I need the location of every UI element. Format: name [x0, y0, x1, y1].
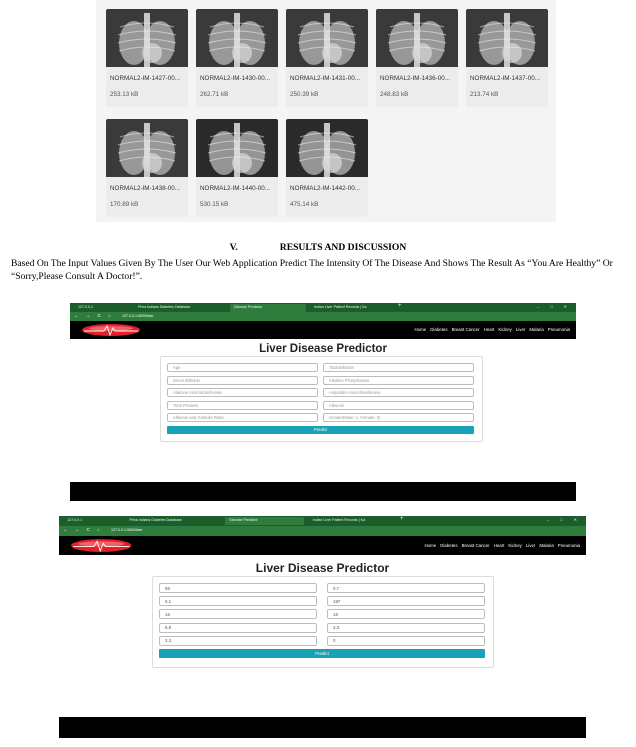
- site-footer: [59, 717, 586, 738]
- nav-link-diabetes[interactable]: Diabetes: [440, 543, 458, 548]
- nav-link-liver[interactable]: Liver: [525, 543, 536, 548]
- form-input[interactable]: Direct Bilirubin: [167, 376, 318, 385]
- browser-tab[interactable]: Indian Liver Patient Records | Ka: [312, 518, 366, 522]
- site-footer: [70, 482, 576, 501]
- thumbnail-card[interactable]: [196, 119, 278, 217]
- nav-link-malaria[interactable]: Malaria: [529, 327, 544, 332]
- browser-tab[interactable]: 127.0.0.1: [67, 518, 83, 522]
- xray-image: [106, 119, 188, 177]
- page-title: Liver Disease Predictor: [255, 561, 390, 575]
- nav-link-home[interactable]: Home: [424, 543, 437, 548]
- form-input-filled[interactable]: 0: [327, 636, 485, 646]
- predict-button[interactable]: Predict: [159, 649, 485, 658]
- xray-image: [286, 119, 368, 177]
- xray-image: [106, 9, 188, 67]
- browser-tab[interactable]: 127.0.0.1: [78, 305, 93, 309]
- form-input-filled[interactable]: 6.8: [159, 623, 317, 633]
- thumbnail-card[interactable]: [466, 9, 548, 107]
- xray-image: [196, 9, 278, 67]
- browser-url-bar: [59, 526, 586, 536]
- browser-tab[interactable]: Indian Liver Patient Records | Ka: [314, 305, 367, 309]
- image-grid: [96, 0, 556, 222]
- screenshot-filled-form: [59, 516, 586, 738]
- form-input-filled[interactable]: 3.3: [159, 636, 317, 646]
- form-input[interactable]: Albumin and Globulin Ratio: [167, 413, 318, 422]
- thumbnail-filename: NORMAL2-IM-1427-00...: [110, 75, 180, 82]
- address-bar[interactable]: 127.0.0.1:5000/liver: [122, 314, 154, 318]
- browser-tab-bar: [70, 303, 576, 312]
- thumbnail-filename: NORMAL2-IM-1437-00...: [470, 75, 540, 82]
- thumbnail-filesize: 248.83 kB: [380, 91, 409, 98]
- thumbnail-filename: NORMAL2-IM-1438-00...: [110, 185, 180, 192]
- predictor-form-card: [152, 576, 494, 668]
- xray-image: [286, 9, 368, 67]
- section-title: RESULTS AND DISCUSSION: [279, 242, 407, 253]
- thumbnail-filename: NORMAL2-IM-1442-00...: [290, 185, 360, 192]
- form-input-filled[interactable]: 187: [327, 596, 485, 606]
- thumbnail-filename: NORMAL2-IM-1430-00...: [200, 75, 270, 82]
- site-navbar: [59, 536, 586, 555]
- predictor-form-card: [160, 356, 483, 442]
- thumbnail-filesize: 250.39 kB: [290, 91, 319, 98]
- browser-tab-bar: [59, 516, 586, 526]
- form-input[interactable]: Alkaline Phosphotase: [323, 376, 474, 385]
- nav-link-home[interactable]: Home: [414, 327, 427, 332]
- xray-image: [466, 9, 548, 67]
- site-logo[interactable]: [80, 323, 142, 342]
- nav-link-pneumonia[interactable]: Pneumonia: [557, 543, 580, 548]
- site-nav-links: [415, 327, 570, 332]
- new-tab-button[interactable]: +: [399, 516, 404, 522]
- thumbnail-filesize: 475.14 kB: [290, 201, 319, 208]
- window-controls[interactable]: – □ ✕: [546, 517, 582, 522]
- thumbnail-card[interactable]: [286, 9, 368, 107]
- new-tab-button[interactable]: +: [398, 303, 402, 309]
- site-nav-links: [425, 543, 580, 548]
- browser-nav-controls[interactable]: ← → C ⌂: [63, 527, 103, 532]
- form-input[interactable]: Aspartate Aminotransferase: [323, 388, 474, 397]
- browser-tab[interactable]: Disease Predictor: [225, 517, 304, 525]
- browser-tab[interactable]: Pima Indians Diabetes Database: [129, 518, 182, 522]
- nav-link-malaria[interactable]: Malaria: [539, 543, 554, 548]
- nav-link-kidney[interactable]: Kidney: [498, 327, 512, 332]
- browser-tab[interactable]: Disease Predictor: [230, 304, 306, 312]
- browser-tab[interactable]: Pima Indians Diabetes Database: [138, 305, 191, 309]
- site-logo[interactable]: [69, 538, 133, 558]
- thumbnail-card[interactable]: [286, 119, 368, 217]
- screenshot-empty-form: [70, 303, 576, 501]
- thumbnail-card[interactable]: [106, 119, 188, 217]
- site-navbar: [70, 321, 576, 339]
- nav-link-diabetes[interactable]: Diabetes: [430, 327, 448, 332]
- form-input[interactable]: Total Protiens: [167, 401, 318, 410]
- form-input-filled[interactable]: 18: [327, 609, 485, 619]
- thumbnail-filename: NORMAL2-IM-1431-00...: [290, 75, 360, 82]
- form-input-filled[interactable]: 0.7: [327, 583, 485, 593]
- thumbnail-filesize: 530.15 kB: [200, 201, 229, 208]
- form-input-filled[interactable]: 0.1: [159, 596, 317, 606]
- browser-nav-controls[interactable]: ← → C ⌂: [74, 313, 114, 318]
- nav-link-breast-cancer[interactable]: Breast Cancer: [451, 327, 480, 332]
- form-input[interactable]: Age: [167, 363, 318, 372]
- nav-link-liver[interactable]: Liver: [515, 327, 526, 332]
- form-input[interactable]: Gender(Male: 1, Female: 0): [323, 413, 474, 422]
- window-controls[interactable]: – □ ✕: [536, 304, 572, 309]
- thumbnail-card[interactable]: [196, 9, 278, 107]
- form-input[interactable]: Alamine Aminotransferase: [167, 388, 318, 397]
- nav-link-kidney[interactable]: Kidney: [508, 543, 522, 548]
- form-input[interactable]: Total Bilirubin: [323, 363, 474, 372]
- address-bar[interactable]: 127.0.0.1:5000/liver: [111, 528, 143, 532]
- page-title: Liver Disease Predictor: [259, 343, 387, 355]
- xray-image: [196, 119, 278, 177]
- thumbnail-filesize: 253.13 kB: [110, 91, 139, 98]
- nav-link-heart[interactable]: Heart: [493, 543, 505, 548]
- form-input[interactable]: Albumin: [323, 401, 474, 410]
- browser-url-bar: [70, 312, 576, 321]
- heartbeat-logo-icon: [80, 323, 142, 337]
- nav-link-breast-cancer[interactable]: Breast Cancer: [461, 543, 490, 548]
- form-input-filled[interactable]: 65: [159, 583, 317, 593]
- heartbeat-logo-icon: [69, 538, 133, 553]
- predict-button[interactable]: Predict: [167, 426, 474, 434]
- thumbnail-filename: NORMAL2-IM-1436-00...: [380, 75, 450, 82]
- section-heading: [0, 242, 636, 253]
- section-paragraph: Based On The Input Values Given By The User Our Web Application Predict The Intensity Of The Disease And Shows The Result As “You Are Healthy” Or “Sorry,Please Consult A Doctor!”.: [11, 258, 613, 282]
- xray-image: [376, 9, 458, 67]
- thumbnail-filesize: 213.74 kB: [470, 91, 499, 98]
- section-number: V.: [229, 242, 238, 253]
- thumbnail-card[interactable]: [106, 9, 188, 107]
- thumbnail-filename: NORMAL2-IM-1440-00...: [200, 185, 270, 192]
- thumbnail-filesize: 262.71 kB: [200, 91, 229, 98]
- nav-link-pneumonia[interactable]: Pneumonia: [547, 327, 570, 332]
- thumbnail-card[interactable]: [376, 9, 458, 107]
- form-input-filled[interactable]: 3.3: [327, 623, 485, 633]
- thumbnail-filesize: 170.89 kB: [110, 201, 139, 208]
- nav-link-heart[interactable]: Heart: [483, 327, 495, 332]
- form-input-filled[interactable]: 16: [159, 609, 317, 619]
